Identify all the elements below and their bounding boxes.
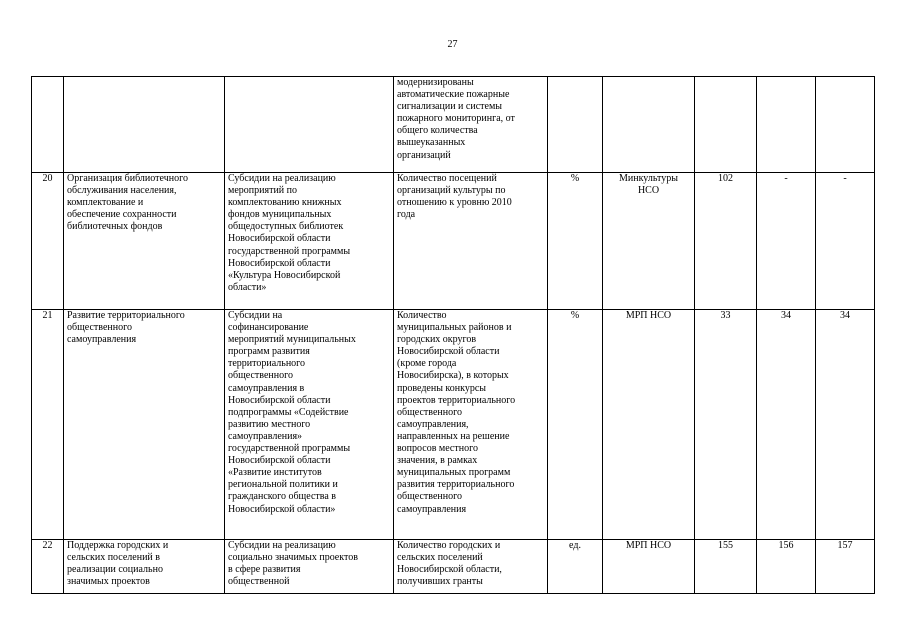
table-row [32, 310, 875, 540]
indicator-cell: Количество посещений организаций культуры по отношению к уровню 2010 года [394, 173, 548, 310]
indicator-cell: Количество городских и сельских поселений Новосибирской области, получивших гранты [394, 540, 548, 594]
executor-cell: МРП НСО [603, 310, 695, 540]
value-cell-3 [816, 77, 875, 173]
table-row [32, 173, 875, 310]
measure-cell: Субсидии на реализацию социально значимых проектов в сфере развития общественной [225, 540, 394, 594]
row-number: 21 [32, 310, 64, 540]
value-cell-1: 33 [695, 310, 757, 540]
value-cell-1: 155 [695, 540, 757, 594]
measures-table [31, 76, 875, 594]
task-cell [64, 77, 225, 173]
value-cell-1 [695, 77, 757, 173]
value-cell-3: - [816, 173, 875, 310]
row-number: 20 [32, 173, 64, 310]
unit-cell: ед. [548, 540, 603, 594]
page-number: 27 [447, 39, 458, 50]
measure-cell: Субсидии на реализацию мероприятий по комплектованию книжных фондов муниципальных общедоступных библиотек Новосибирской области государственной программы Новосибирской области «Культура Новосибирской области» [225, 173, 394, 310]
value-cell-2: - [757, 173, 816, 310]
task-cell: Поддержка городских и сельских поселений в реализации социально значимых проектов [64, 540, 225, 594]
value-cell-1: 102 [695, 173, 757, 310]
task-cell: Организация библиотечного обслуживания населения, комплектование и обеспечение сохранности библиотечных фондов [64, 173, 225, 310]
value-cell-2: 34 [757, 310, 816, 540]
unit-cell: % [548, 310, 603, 540]
value-cell-3: 34 [816, 310, 875, 540]
executor-cell: МРП НСО [603, 540, 695, 594]
executor-cell [603, 77, 695, 173]
row-number: 22 [32, 540, 64, 594]
unit-cell [548, 77, 603, 173]
indicator-cell: модернизированы автоматические пожарные сигнализации и системы пожарного мониторинга, от общего количества вышеуказанных организаций [394, 77, 548, 173]
row-number [32, 77, 64, 173]
value-cell-2: 156 [757, 540, 816, 594]
table-row [32, 77, 875, 173]
executor-cell: Минкультуры НСО [603, 173, 695, 310]
unit-cell: % [548, 173, 603, 310]
measure-cell: Субсидии на софинансирование мероприятий муниципальных программ развития территориального общественного самоуправления в Новосибирской области подпрограммы «Содействие развитию местного самоуправления» государственной программы Новосибирской области «Развитие институтов региональной политики и гражданского общества в Новосибирской области» [225, 310, 394, 540]
indicator-cell: Количество муниципальных районов и городских округов Новосибирской области (кроме города Новосибирска), в которых проведены конкурсы проектов территориального общественного самоуправления, направленных на решение вопросов местного значения, в рамках муниципальных программ развития территориального общественного самоуправления [394, 310, 548, 540]
value-cell-3: 157 [816, 540, 875, 594]
table-row [32, 540, 875, 594]
task-cell: Развитие территориального общественного самоуправления [64, 310, 225, 540]
measure-cell [225, 77, 394, 173]
value-cell-2 [757, 77, 816, 173]
